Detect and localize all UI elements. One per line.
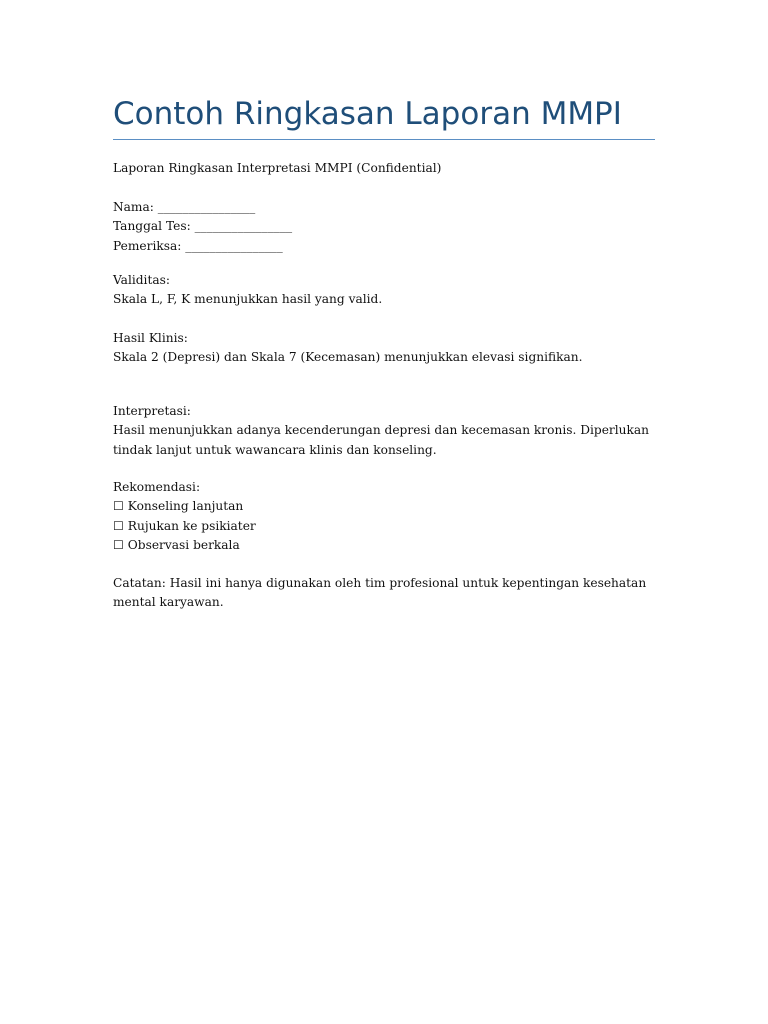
report-subtitle [113, 159, 655, 178]
interpretasi-heading: Interpretasi: [113, 404, 191, 418]
rekomendasi-item-observasi: ☐ Observasi berkala [113, 537, 240, 552]
section-catatan [113, 574, 655, 613]
interpretasi-line-1: Hasil menunjukkan adanya kecenderungan depresi dan kecemasan kronis. Diperlukan [113, 423, 649, 438]
section-interpretasi [113, 402, 655, 460]
section-hasil-klinis [113, 329, 655, 368]
interpretasi-line-2: tindak lanjut untuk wawancara klinis dan konseling. [113, 442, 437, 457]
report-subtitle-text: Laporan Ringkasan Interpretasi MMPI (Confidential) [113, 161, 442, 175]
field-pemeriksa: Pemeriksa: ________________ [113, 238, 283, 253]
document-title: Contoh Ringkasan Laporan MMPI [113, 96, 622, 132]
field-tanggal-tes: Tanggal Tes: ________________ [113, 219, 293, 234]
catatan-line-1: Catatan: Hasil ini hanya digunakan oleh tim profesional untuk kepentingan kesehatan [113, 576, 647, 590]
field-nama: Nama: ________________ [113, 200, 256, 214]
hasil-klinis-heading: Hasil Klinis: [113, 331, 188, 345]
hasil-klinis-text: Skala 2 (Depresi) dan Skala 7 (Kecemasan) menunjukkan elevasi signifikan. [113, 350, 583, 365]
catatan-line-2: mental karyawan. [113, 595, 224, 610]
validitas-heading: Validitas: [113, 273, 170, 287]
identity-fields [113, 198, 655, 256]
rekomendasi-item-konseling: ☐ Konseling lanjutan [113, 499, 244, 514]
title-divider [113, 139, 655, 140]
section-rekomendasi [113, 478, 655, 555]
rekomendasi-item-psikiater: ☐ Rujukan ke psikiater [113, 518, 256, 533]
validitas-text: Skala L, F, K menunjukkan hasil yang valid. [113, 292, 383, 307]
rekomendasi-heading: Rekomendasi: [113, 480, 201, 494]
section-validitas [113, 271, 655, 310]
